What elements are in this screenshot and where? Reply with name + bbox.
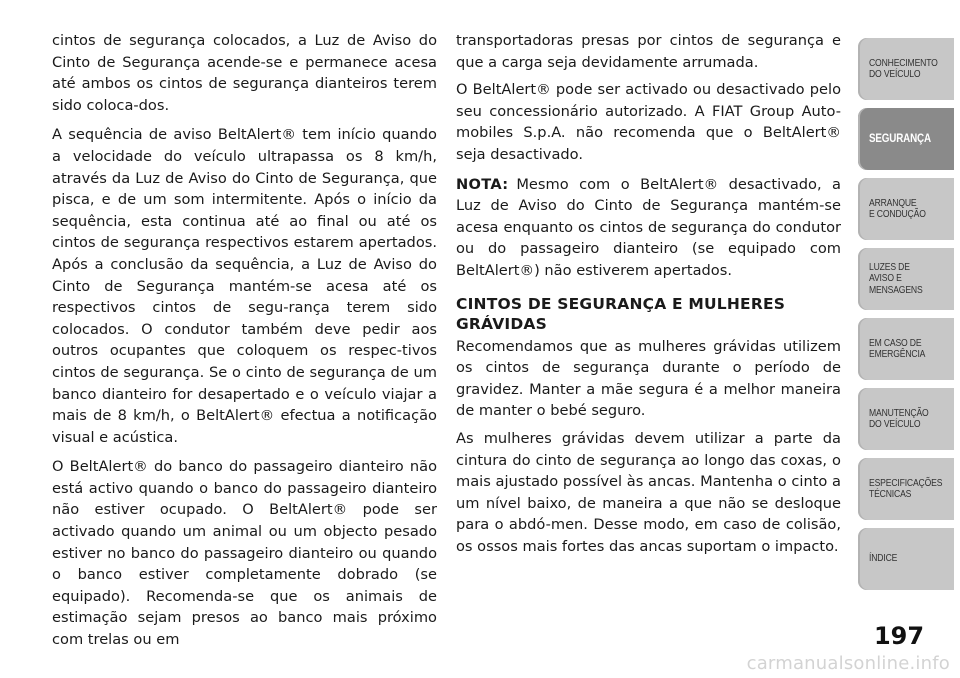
paragraph-cargo-secured: transportadoras presas por cintos de segurança e que a carga seja devidamente arrumada. xyxy=(456,32,841,71)
paragraph-beltalert-sequence: A sequência de aviso BeltAlert® tem início quando a velocidade do veículo ultrapassa os 8 km/h, através da Luz de Aviso do Cinto de Segurança, que pisca, e de um som intermitente. Após o início da sequência, esta continua até ao final ou até os cintos de segurança respectivos estarem apertados. Após a conclusão da sequência, a Luz de Aviso do Cinto de Segurança mantém-se acesa até os respectivos cintos de segu-rança terem sido colocados. O condutor também deve pedir aos outros ocupantes que coloquem os respec-tivos cintos de segurança. Se o cinto de segurança de um banco dianteiro for desapertado e o veículo viajar a mais de 8 km/h, o BeltAlert® efectua a notificação visual e acústica. xyxy=(52,126,437,446)
paragraph-seatbelt-light-continued: cintos de segurança colocados, a Luz de Aviso do Cinto de Segurança acende-se e permanece acesa até ambos os cintos de segurança dianteiros terem sido coloca-dos. xyxy=(52,32,437,114)
paragraph-beltalert-dealer: O BeltAlert® pode ser activado ou desactivado pelo seu concessionário autorizado. A FIAT Group Auto-mobiles S.p.A. não recomenda que o BeltAlert® seja desactivado. xyxy=(456,81,841,163)
tab-warning-lights[interactable] xyxy=(858,248,954,310)
right-text-column xyxy=(456,30,841,565)
note-label: NOTA: xyxy=(456,175,509,193)
paragraph-pregnant-recommendation: Recomendamos que as mulheres grávidas utilizem os cintos de segurança durante o período de gravidez. Manter a mãe segura é a melhor maneira de manter o bebé seguro. xyxy=(456,337,841,420)
tab-technical-specs[interactable] xyxy=(858,458,954,520)
tab-label: ÍNDICE xyxy=(869,552,898,565)
paragraph-pregnant-belt-position: As mulheres grávidas devem utilizar a parte da cintura do cinto de segurança ao longo das coxas, o mais ajustado possível às ancas. Mantenha o cinto a um nível baixo, de maneira a que não se desloque para o abdó-men. Desse modo, em caso de colisão, os ossos mais fortes das ancas suportam o impacto. xyxy=(456,429,841,555)
tab-label: ESPECIFICAÇÕES TÉCNICAS xyxy=(869,476,943,500)
chapter-tabs-sidebar xyxy=(858,38,954,598)
page-number: 197 xyxy=(873,622,925,650)
tab-label: ARRANQUE E CONDUÇÃO xyxy=(869,196,926,220)
paragraph-passenger-beltalert: O BeltAlert® do banco do passageiro dianteiro não está activo quando o banco do passageiro dianteiro não estiver ocupado. O BeltAlert® pode ser activado quando um animal ou um objecto pesado estiver no banco do passageiro dianteiro ou quando o banco estiver completamente dobrado (se equipado). Recomenda-se que os animais de estimação sejam presos ao banco mais próximo com trelas ou em xyxy=(52,458,437,649)
tab-starting-driving[interactable] xyxy=(858,178,954,240)
tab-label: LUZES DE AVISO E MENSAGENS xyxy=(869,260,923,296)
watermark: carmanualsonline.info xyxy=(746,653,950,674)
tab-label: EM CASO DE EMERGÊNCIA xyxy=(869,336,926,360)
tab-label: SEGURANÇA xyxy=(869,131,931,146)
tab-safety[interactable] xyxy=(858,108,954,170)
tab-label: MANUTENÇÃO DO VEÍCULO xyxy=(869,406,929,430)
tab-emergency[interactable] xyxy=(858,318,954,380)
section-heading-pregnant-women: CINTOS DE SEGURANÇA E MULHERES GRÁVIDAS xyxy=(456,294,786,333)
tab-index[interactable] xyxy=(858,528,954,590)
note-paragraph xyxy=(456,174,841,282)
tab-vehicle-knowledge[interactable] xyxy=(858,38,954,100)
note-text: Mesmo com o BeltAlert® desactivado, a Luz de Aviso do Cinto de Segurança mantém-se acesa enquanto os cintos de segurança do condutor ou do passageiro dianteiro (se equipado com BeltAlert®) não estiverem apertados. xyxy=(456,175,841,279)
left-text-column xyxy=(52,30,437,659)
tab-label: CONHECIMENTO DO VEÍCULO xyxy=(869,56,938,80)
tab-maintenance[interactable] xyxy=(858,388,954,450)
